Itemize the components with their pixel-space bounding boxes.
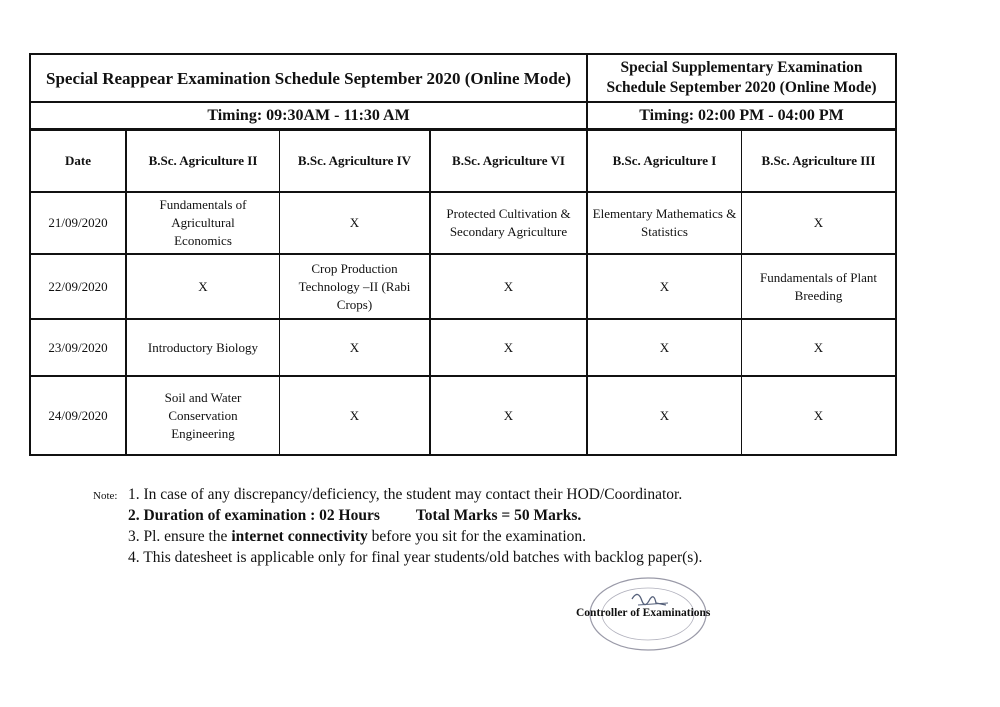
- table-cell: Fundamentals of Plant Breeding: [760, 269, 877, 303]
- table-cell: X: [813, 407, 824, 423]
- table-row-date: 21/09/2020: [48, 215, 108, 230]
- controller-signature-seal: [562, 575, 722, 653]
- column-header-agri-ii: B.Sc. Agriculture II: [148, 153, 258, 168]
- table-cell: Elementary Mathematics & Statistics: [592, 206, 737, 239]
- table-cell: Soil and Water Conservation Engineering: [164, 389, 242, 441]
- table-row-date: 24/09/2020: [48, 407, 108, 423]
- reappear-title: Special Reappear Examination Schedule September 2020 (Online Mode): [46, 68, 571, 88]
- note-3-text-a: 3. Pl. ensure the: [128, 528, 232, 545]
- table-cell: X: [659, 278, 670, 294]
- table-row-date: 22/09/2020: [48, 278, 108, 294]
- supplementary-timing: Timing: 02:00 PM - 04:00 PM: [639, 106, 844, 124]
- note-4: [93, 547, 702, 568]
- column-header-agri-vi: B.Sc. Agriculture VI: [452, 153, 565, 168]
- table-cell: X: [349, 407, 360, 423]
- note-label: Note:: [93, 490, 118, 502]
- table-cell: X: [659, 407, 670, 423]
- table-cell: X: [503, 407, 514, 423]
- note-3-text-c: before you sit for the examination.: [367, 528, 587, 545]
- table-cell: Introductory Biology: [147, 339, 259, 355]
- column-header-agri-i: B.Sc. Agriculture I: [612, 153, 717, 168]
- supplementary-title: Special Supplementary Examination Schedule September 2020 (Online Mode): [606, 59, 877, 96]
- table-cell: Fundamentals of Agricultural Economics: [159, 197, 247, 248]
- table-cell: X: [659, 339, 670, 355]
- note-2-duration: 2. Duration of examination : 02 Hours: [128, 507, 380, 524]
- column-header-agri-iii: B.Sc. Agriculture III: [761, 153, 876, 168]
- table-cell: Protected Cultivation & Secondary Agriculture: [446, 206, 571, 239]
- note-3: [93, 526, 702, 547]
- table-cell: Crop Production Technology –II (Rabi Crops): [298, 260, 411, 312]
- table-cell: X: [349, 339, 360, 355]
- column-header-date: Date: [65, 153, 91, 168]
- table-cell: X: [813, 339, 824, 355]
- table-cell: X: [198, 278, 208, 294]
- note-1: [93, 484, 702, 505]
- reappear-timing: Timing: 09:30AM - 11:30 AM: [207, 106, 410, 124]
- note-2: [93, 505, 702, 526]
- exam-schedule-table: [29, 53, 897, 456]
- note-4-text: 4. This datesheet is applicable only for final year students/old batches with backlog paper(s).: [128, 549, 703, 566]
- note-2-total-marks: Total Marks = 50 Marks.: [415, 507, 582, 524]
- notes-section: [93, 484, 702, 568]
- table-cell: X: [349, 215, 360, 230]
- note-3-emphasis: internet connectivity: [231, 528, 368, 545]
- signature-designation: Controller of Examinations: [576, 607, 711, 619]
- table-cell: X: [813, 215, 824, 230]
- table-row-date: 23/09/2020: [48, 339, 108, 355]
- note-1-text: 1. In case of any discrepancy/deficiency, the student may contact their HOD/Coordinator.: [128, 486, 683, 503]
- table-cell: X: [503, 339, 514, 355]
- column-header-agri-iv: B.Sc. Agriculture IV: [297, 153, 412, 168]
- table-cell: X: [503, 278, 514, 294]
